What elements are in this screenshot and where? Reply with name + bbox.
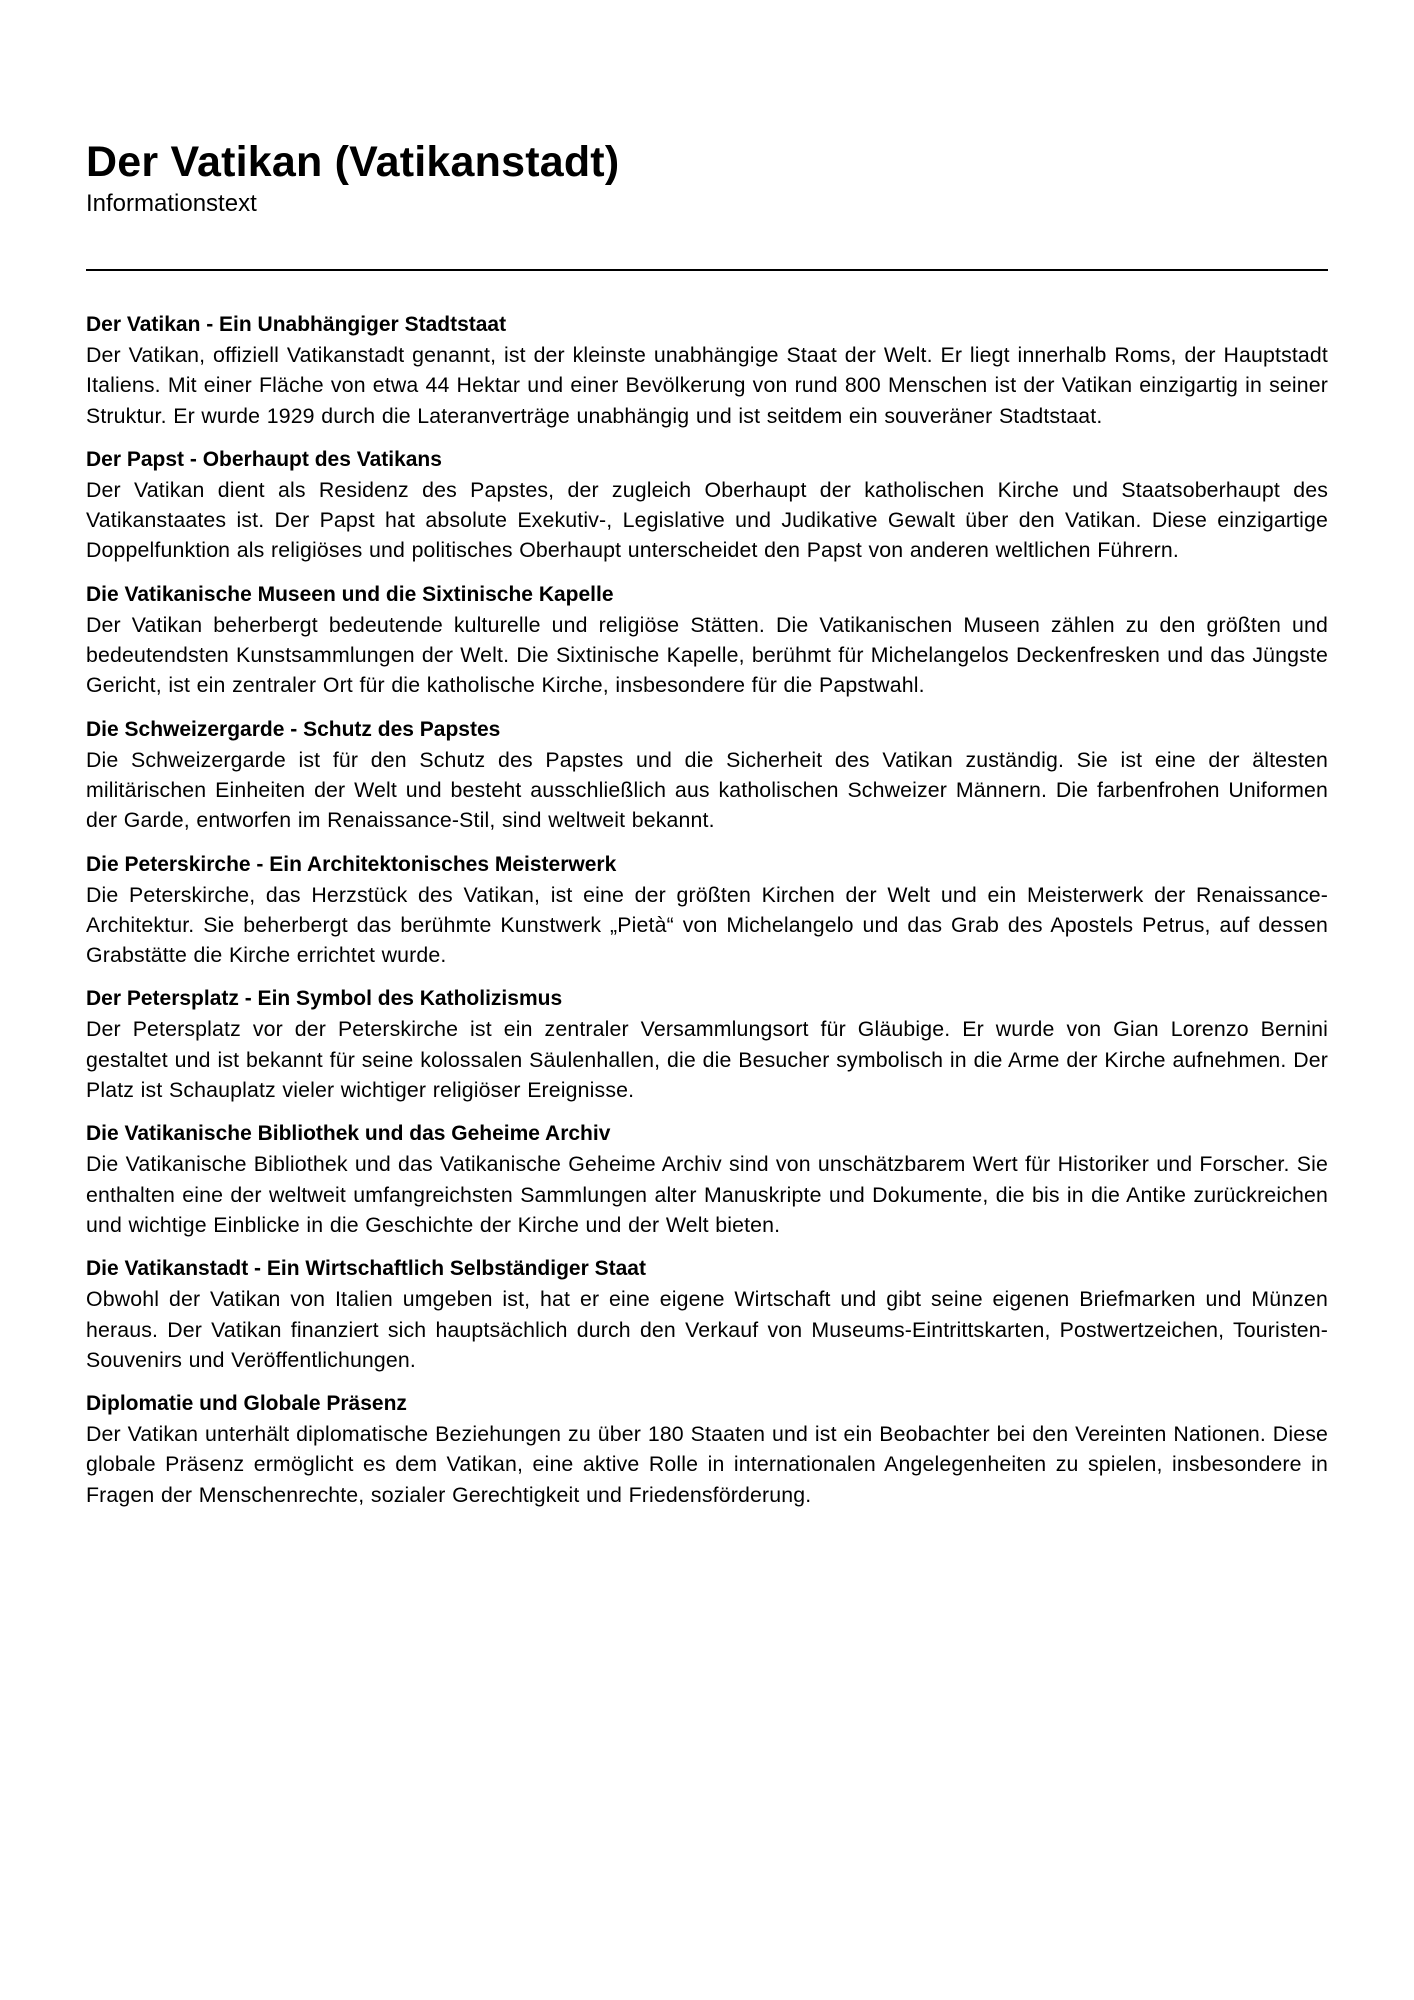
section-pope <box>86 445 1328 566</box>
section-body: Obwohl der Vatikan von Italien umgeben ist, hat er eine eigene Wirtschaft und gibt seine eigenen Briefmarken und Münzen heraus. Der Vatikan finanziert sich hauptsächlich durch den Verkauf von Museums-Eintrittskarten, Postwertzeichen, Touristen-Souvenirs und Veröffentlichungen. <box>86 1287 1328 1372</box>
section-heading: Die Vatikanische Museen und die Sixtinische Kapelle <box>86 582 614 606</box>
section-heading: Die Vatikanische Bibliothek und das Geheime Archiv <box>86 1122 611 1146</box>
document-subtitle: Informationstext <box>86 190 257 217</box>
section-diplomacy <box>86 1389 1328 1510</box>
section-body: Der Vatikan beherbergt bedeutende kulturelle und religiöse Stätten. Die Vatikanischen Museen zählen zu den größten und bedeutendsten Kunstsammlungen der Welt. Die Sixtinische Kapelle, berühmt für Michelangelos Deckenfresken und das Jüngste Gericht, ist ein zentraler Ort für die katholische Kirche, insbesondere für die Papstwahl. <box>86 612 1328 698</box>
section-library-archive <box>86 1119 1328 1240</box>
section-st-peters-square <box>86 984 1328 1105</box>
section-independent-city-state <box>86 310 1328 431</box>
section-body: Der Vatikan unterhält diplomatische Beziehungen zu über 180 Staaten und ist ein Beobachter bei den Vereinten Nationen. Diese globale Präsenz ermöglicht es dem Vatikan, eine aktive Rolle in internationalen Angelegenheiten zu spielen, insbesondere in Fragen der Menschenrechte, sozialer Gerechtigkeit und Friedensförderung. <box>86 1422 1328 1507</box>
section-body: Der Petersplatz vor der Peterskirche ist ein zentraler Versammlungsort für Gläubige. Er wurde von Gian Lorenzo Bernini gestaltet und ist bekannt für seine kolossalen Säulenhallen, die die Besucher symbolisch in die Arme der Kirche aufnehmen. Der Platz ist Schauplatz vieler wichtiger religiöser Ereignisse. <box>86 1017 1328 1103</box>
section-economy <box>86 1254 1328 1375</box>
section-heading: Die Vatikanstadt - Ein Wirtschaftlich Selbständiger Staat <box>86 1257 646 1281</box>
section-st-peters-basilica <box>86 850 1328 971</box>
section-heading: Der Petersplatz - Ein Symbol des Katholizismus <box>86 987 563 1011</box>
section-heading: Die Schweizergarde - Schutz des Papstes <box>86 717 501 741</box>
document-title: Der Vatikan (Vatikanstadt) <box>86 138 620 186</box>
section-heading: Die Peterskirche - Ein Architektonisches Meisterwerk <box>86 852 617 876</box>
section-body: Die Peterskirche, das Herzstück des Vatikan, ist eine der größten Kirchen der Welt und ein Meisterwerk der Renaissance-Architektur. Sie beherbergt das berühmte Kunstwerk „Pietà“ von Michelangelo und das Grab des Apostels Petrus, auf dessen Grabstätte die Kirche errichtet wurde. <box>86 882 1328 968</box>
document-content <box>86 310 1328 1524</box>
section-heading: Der Vatikan - Ein Unabhängiger Stadtstaat <box>86 313 507 336</box>
section-swiss-guard <box>86 715 1328 836</box>
document-page <box>86 0 1328 2000</box>
title-divider <box>86 269 1328 271</box>
section-body: Der Vatikan dient als Residenz des Papstes, der zugleich Oberhaupt der katholischen Kirche und Staatsoberhaupt des Vatikanstaates ist. Der Papst hat absolute Exekutiv-, Legislative und Judikative Gewalt über den Vatikan. Diese einzigartige Doppelfunktion als religiöses und politisches Oberhaupt unterscheidet den Papst von anderen weltlichen Führern. <box>86 477 1328 563</box>
section-museums-sistine-chapel <box>86 580 1328 701</box>
section-heading: Diplomatie und Globale Präsenz <box>86 1392 407 1416</box>
section-heading: Der Papst - Oberhaupt des Vatikans <box>86 447 442 471</box>
section-body: Der Vatikan, offiziell Vatikanstadt genannt, ist der kleinste unabhängige Staat der Welt. Er liegt innerhalb Roms, der Hauptstadt Italiens. Mit einer Fläche von etwa 44 Hektar und einer Bevölkerung von rund 800 Menschen ist der Vatikan einzigartig in seiner Struktur. Er wurde 1929 durch die Lateranverträge unabhängig und ist seitdem ein souveräner Stadtstaat. <box>86 343 1328 428</box>
section-body: Die Schweizergarde ist für den Schutz des Papstes und die Sicherheit des Vatikan zuständig. Sie ist eine der ältesten militärischen Einheiten der Welt und besteht ausschließlich aus katholischen Schweizer Männern. Die farbenfrohen Uniformen der Garde, entworfen im Renaissance-Stil, sind weltweit bekannt. <box>86 747 1328 833</box>
section-body: Die Vatikanische Bibliothek und das Vatikanische Geheime Archiv sind von unschätzbarem Wert für Historiker und Forscher. Sie enthalten eine der weltweit umfangreichsten Sammlungen alter Manuskripte und Dokumente, die bis in die Antike zurückreichen und wichtige Einblicke in die Geschichte der Kirche und der Welt bieten. <box>86 1152 1328 1237</box>
